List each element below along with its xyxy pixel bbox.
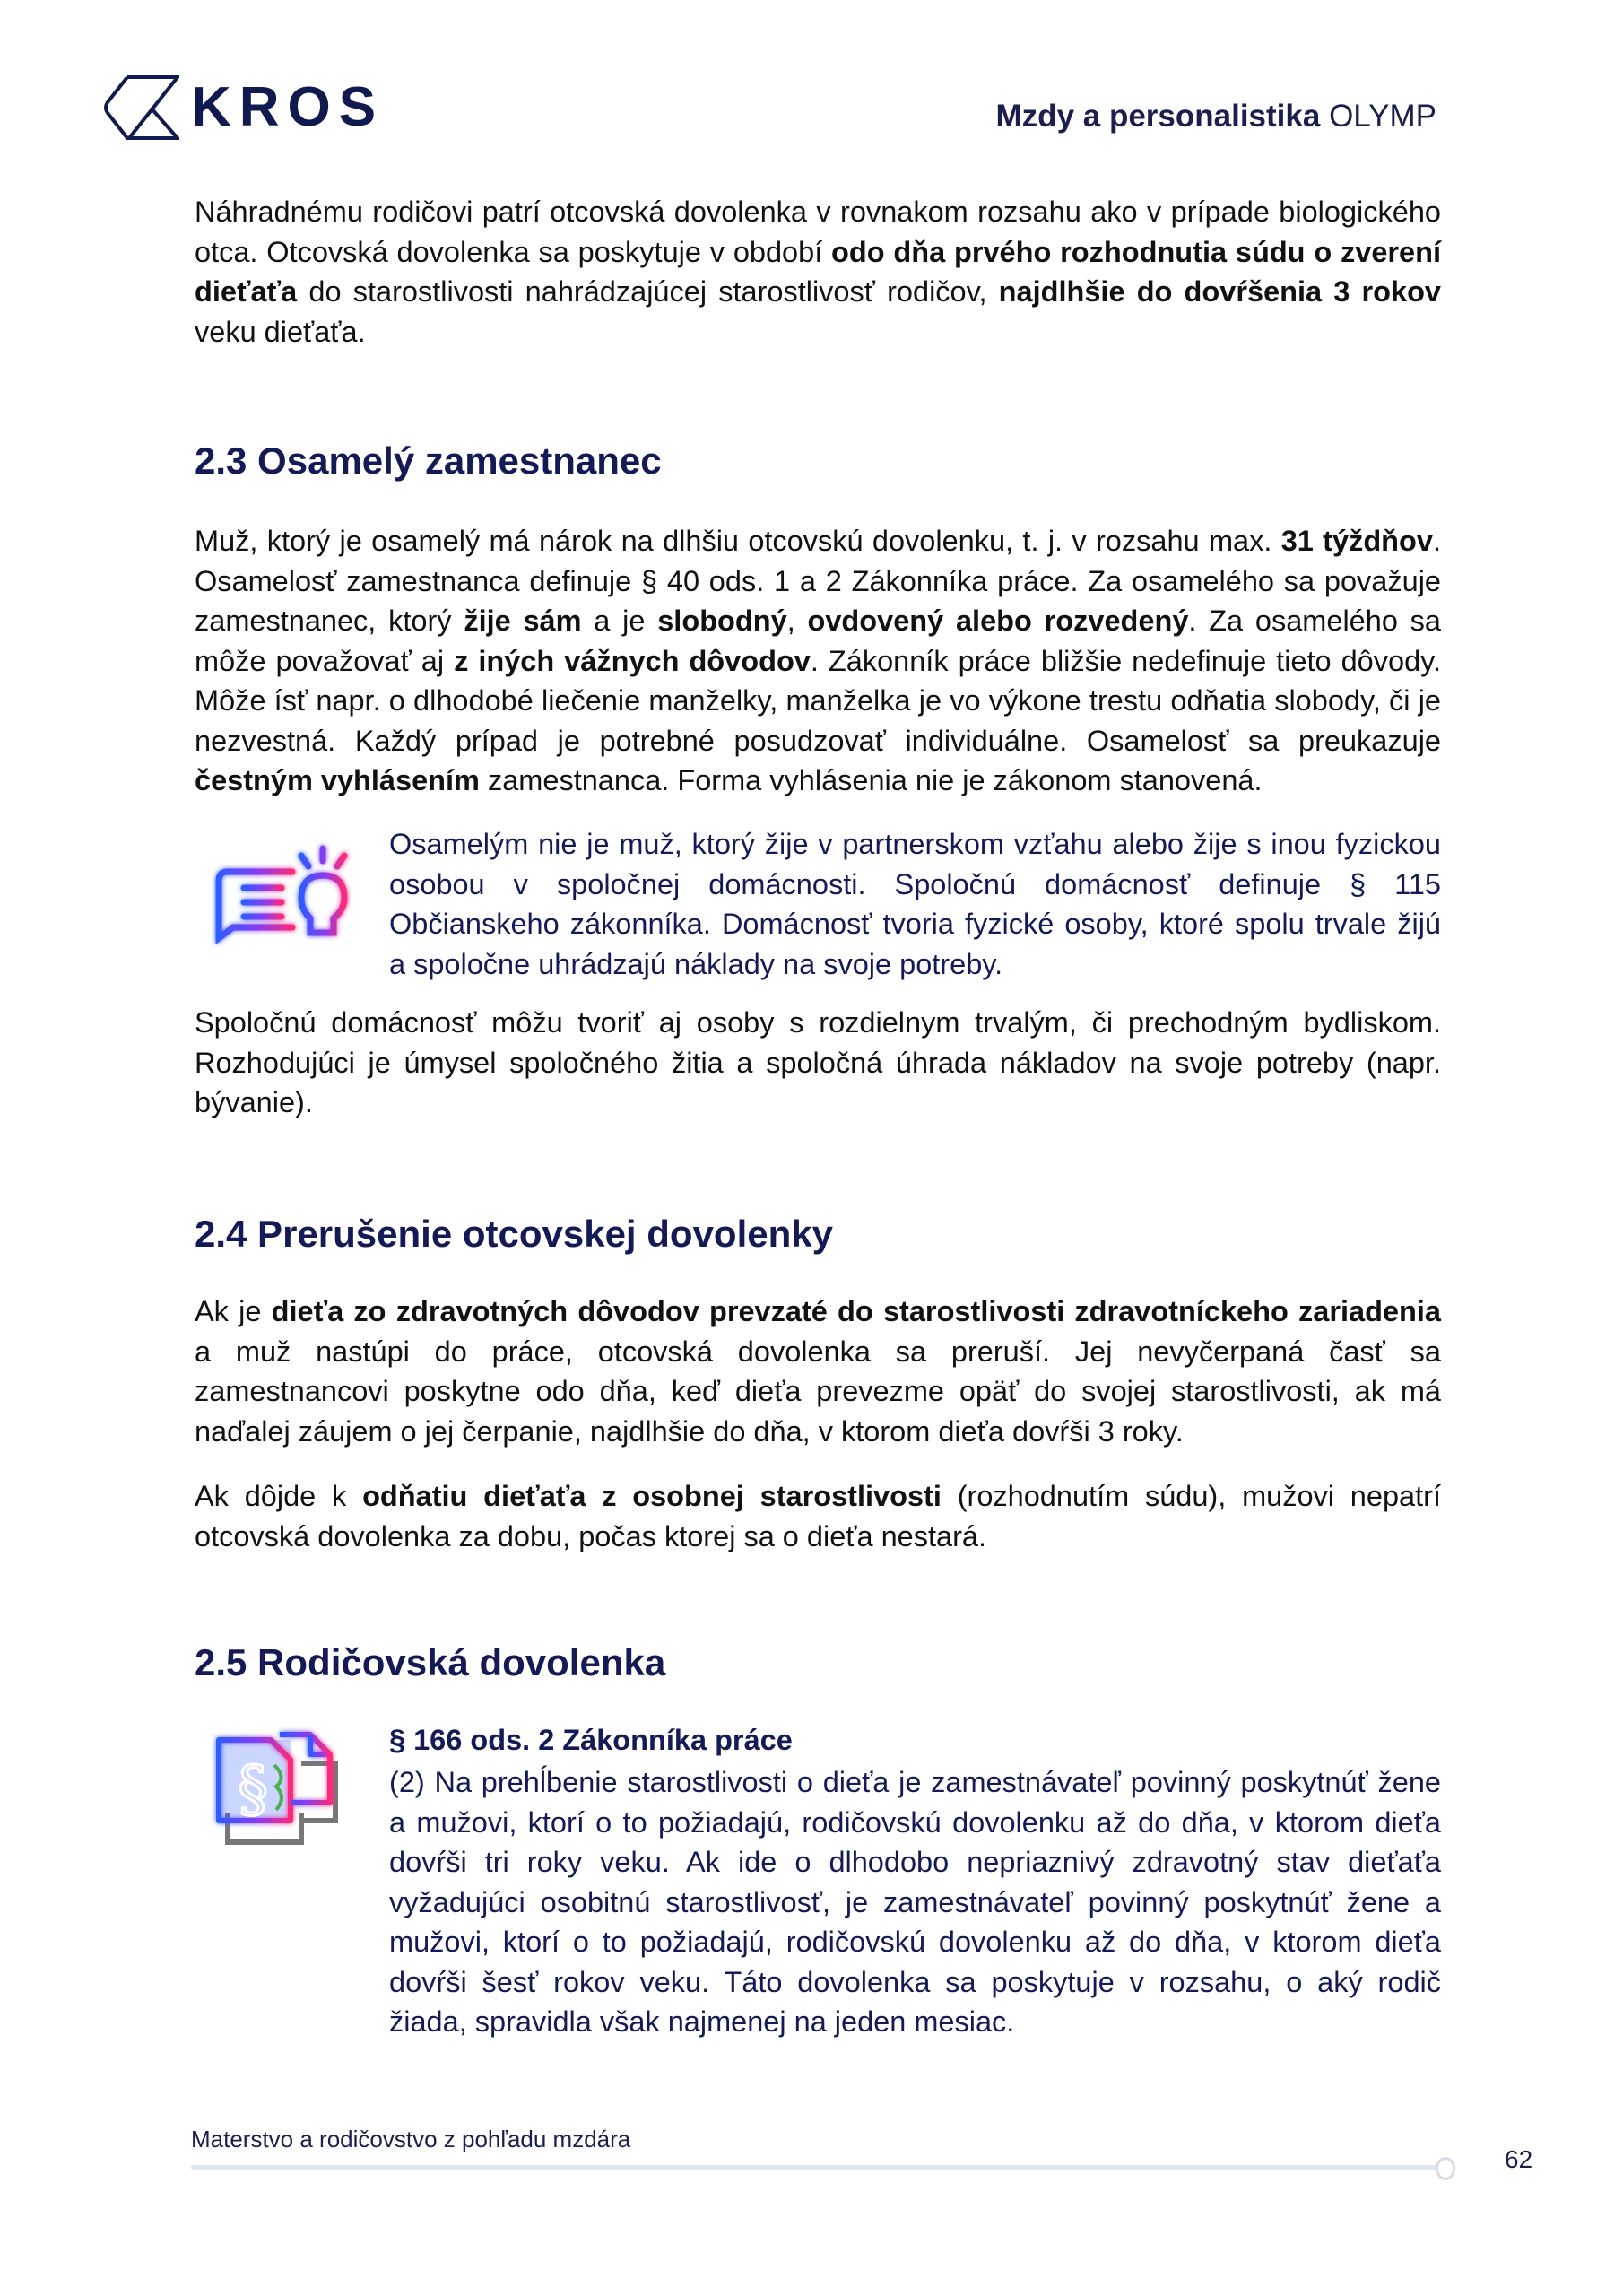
bold-run: z iných vážnych dôvodov [454, 644, 811, 677]
section-heading-2-4: 2.4 Prerušenie otcovskej dovolenky [195, 1213, 833, 1255]
svg-text:§: § [238, 1754, 268, 1825]
product-title-bold: Mzdy a personalistika [995, 99, 1321, 134]
bold-run: odňatiu dieťaťa z osobnej starostlivosti [362, 1480, 942, 1512]
footer-document-title: Materstvo a rodičovstvo z pohľadu mzdára [191, 2126, 631, 2152]
footer-divider-end-circle [1436, 2157, 1455, 2180]
product-title-light: OLYMP [1329, 99, 1436, 134]
footer-divider [191, 2165, 1437, 2170]
chat-lightbulb-icon [208, 841, 360, 953]
law-reference-text: (2) Na prehĺbenie starostlivosti o dieťa je zamestnávateľ povinný poskytnúť žene a mužovi, ktorí o to požiadajú, rodičovskú dovolenku až do dňa, v ktorom dieťa dovŕši tri roky veku. Ak ide o dlhodobo nepriaznivý zdravotný stav dieťaťa vyžadujúci osobitnú starostlivosť, je zamestnávateľ povinný poskytnúť žene a mužovi, ktorí o to požiadajú, rodičovskú dovolenku až do dňa, v ktorom dieťa dovŕši šesť rokov veku. Táto dovolenka sa poskytuje v rozsahu, o aký rodič žiada, spravidla však najmenej na jeden mesiac. [389, 1766, 1441, 2038]
text-run: a muž nastúpi do práce, otcovská dovolenka sa preruší. Jej nevyčerpaná časť sa zamestnancovi poskytne odo dňa, keď dieťa prevezme opäť do svojej starostlivosti, ak má naďalej záujem o jej čerpanie, najdlhšie do dňa, v ktorom dieťa dovŕši 3 roky. [195, 1335, 1441, 1448]
kros-logo-mark-icon [104, 74, 179, 142]
law-documents-icon [201, 1727, 353, 1862]
section-2-4-paragraph-1 [195, 1292, 1441, 1451]
callout-text: Osamelým nie je muž, ktorý žije v partnerskom vzťahu alebo žije s inou fyzickou osobou v spoločnej domácnosti. Spoločnú domácnosť definuje § 115 Občianskeho zákonníka. Domácnosť tvoria fyzické osoby, ktoré spolu trvale žijú a spoločne uhrádzajú náklady na svoje potreby. [389, 828, 1441, 980]
text-run: Ak je [195, 1295, 272, 1327]
text-run: do starostlivosti nahrádzajúcej starostlivosť rodičov, [297, 275, 999, 308]
text-run: zamestnanca. Forma vyhlásenia nie je zákonom stanovená. [479, 764, 1263, 796]
text-run: . Za osamelého sa môže považovať aj [195, 604, 1442, 677]
text-run: Ak dôjde k [195, 1480, 363, 1512]
text-run: . Osamelosť zamestnanca definuje § 40 ods. 1 a 2 Zákonníka práce. Za osamelého sa považuje zamestnanec, ktorý [195, 525, 1441, 637]
text-run: , [786, 604, 808, 637]
text-run: . Zákonník práce bližšie nedefinuje tieto dôvody. Môže ísť napr. o dlhodobé liečenie manželky, manželka je vo výkone trestu odňatia slobody, či je nezvestná. Každý prípad je potrebné posudzovať individuálne. Osamelosť sa preukazuje [195, 644, 1442, 757]
text-run: Muž, ktorý je osamelý má nárok na dlhšiu otcovskú dovolenku, t. j. v rozsahu max. [195, 525, 1281, 557]
text-run: veku dieťaťa. [195, 315, 366, 348]
bold-run: ovdovený alebo rozvedený [807, 604, 1189, 637]
text-run: a je [581, 604, 658, 637]
bold-run: slobodný [657, 604, 787, 637]
brand-name: KROS [191, 76, 385, 138]
section-2-3-paragraph [195, 521, 1441, 801]
kros-logo [104, 74, 385, 142]
bold-run: dieťa zo zdravotných dôvodov prevzaté do starostlivosti zdravotníckeho zariadenia [271, 1295, 1441, 1327]
product-title [996, 99, 1436, 135]
intro-paragraph [195, 192, 1441, 352]
bold-run: odo dňa prvého rozhodnutia súdu o zverení dieťaťa [195, 235, 1441, 308]
text-run: Náhradnému rodičovi patrí otcovská dovolenka v rovnakom rozsahu ako v prípade biologického otca. Otcovská dovolenka sa poskytuje v období [195, 196, 1441, 268]
bold-run: 31 týždňov [1280, 525, 1433, 557]
law-reference-title: § 166 ods. 2 Zákonníka práce [389, 1724, 793, 1756]
section-heading-2-3: 2.3 Osamelý zamestnanec [195, 439, 662, 482]
section-2-3-paragraph-2: Spoločnú domácnosť môžu tvoriť aj osoby s rozdielnym trvalým, či prechodným bydliskom. Rozhodujúci je úmysel spoločného žitia a spoločná úhrada nákladov na svoje potreby (napr. bývanie). [195, 1006, 1441, 1118]
section-2-4-paragraph-2 [195, 1476, 1441, 1556]
page-number: 62 [1505, 2145, 1533, 2173]
bold-run: čestným vyhlásením [195, 764, 480, 796]
section-heading-2-5: 2.5 Rodičovská dovolenka [195, 1641, 666, 1683]
bold-run: žije sám [464, 604, 582, 637]
bold-run: najdlhšie do dovŕšenia 3 rokov [998, 275, 1441, 308]
text-run: (rozhodnutím súdu), mužovi nepatrí otcovská dovolenka za dobu, počas ktorej sa o dieťa nestará. [195, 1480, 1441, 1552]
